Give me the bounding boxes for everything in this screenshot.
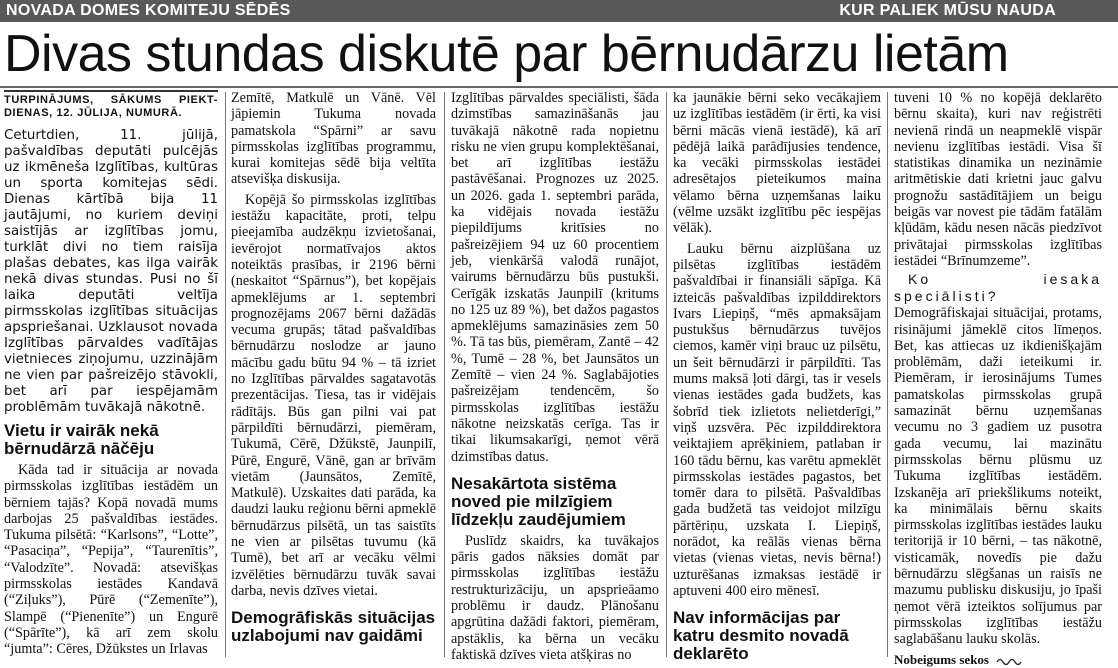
article-column-1	[4, 90, 218, 657]
subheading: Demogrāfiskās situācijas uzlabojumi nav gaidāmi	[231, 608, 436, 646]
headline-divider	[0, 86, 1118, 88]
column-rule	[444, 92, 445, 657]
body-paragraph: Kāda tad ir situācija ar novada pirmsskolas izglītības iestādēm un bērniem tajās? Kopā novadā mums darbojas 25 pašvaldības iestādes. Tukuma pilsētā: “Karlsons”, “Lotte”, “Pasaciņa”, “Pepija”, “Taurenītis”, “Valodzīte”. Novadā: atsevišķas pirmsskolas iestādes Kandavā (“Ziļuks”), Pūrē (“Zemenīte”), Slampē (“Pienenīte”) un Engurē (“Spārīte”), kā arī zem skolu “jumta”: Cēres, Džūkstes un Irlavas	[4, 462, 218, 658]
article-column-4	[673, 90, 881, 664]
lead-paragraph: Ceturtdien, 11. jūlijā, pašvaldības deputāti pulcējās uz ikmēneša Izglītības, kultūras un sporta komitejas sēdi. Dienas kārtībā bija 11 jautājumi, no kuriem deviņi saistījās ar izglītības jomu, turklāt divi no tiem raisīja plašas debates, kas ilga vairāk nekā divas stundas. Pusi no šī laika deputāti veltīja pirmsskolas izglītības situācijas apspriešanai. Uzklausot novada Izglītības pārvaldes vadītājas vietnieces ziņojumu, uzzinājām ne vien par pašreizējo stāvokli, bet arī par iespējamām problēmām tuvākajā nākotnē.	[4, 128, 218, 415]
inline-subheading: Ko iesaka speciālisti?	[894, 271, 1102, 305]
section-bar	[0, 0, 1118, 22]
subheading: Nav informācijas par katru desmito novadā deklarēto	[673, 608, 849, 664]
body-paragraph: Puslīdz skaidrs, ka tuvākajos pāris gados nāksies domāt par pirmsskolas izglītības iestāžu restrukturizāciju, un apsprieāamo problēmu ir daudz. Plānošanu apgrūtina dažādi faktori, piemēram, apstāklis, ka bērna un vecāku faktiskā dzīves vieta atšķiras no	[451, 532, 659, 663]
section-label-left: NOVADA DOMES KOMITEJU SĒDĒS	[6, 2, 291, 19]
continuation-kicker: TURPINĀJUMS, SĀKUMS PIEKT- DIENAS, 12. JŪLIJA, NUMURĀ.	[4, 90, 218, 120]
squiggle-ornament-icon	[996, 656, 1022, 666]
article-headline: Divas stundas diskutē par bērnudārzu lietām	[4, 25, 1009, 83]
column-rule	[666, 92, 667, 657]
body-paragraph: Izglītības pārvaldes speciālisti, šāda dzimstības samazināšanās jau tuvākajā nākotnē rada nopietnu risku ne vien grupu komplektēšanai, bet arī izglītības iestāžu pastāvēšanai. Prognozes uz 2025. un 2026. gada 1. septembri parāda, ka vidējais novada iestāžu piepildījums kritīsies no pašreizējiem 94 uz 60 procentiem jeb, vienkāršā valodā runājot, vairums bērnudārzu būs pustukši. Cerīgāk izskatās Jaunpilī (kritums no 125 uz 89 %), bet dažos pagastos apmeklējums samazināsies zem 50 %. Tā tas būs, piemēram, Zantē – 42 %, Tumē – 28 %, bet Jaunsātos un Zemītē – vien 24 %. Saglabājoties pašreizējam tendencēm, šo pirmsskolas izglītības iestāžu nākotne neizskatās cerīga. Tas ir tikai likumsakarīgi, ņemot vērā dzimstības datus.	[451, 90, 659, 465]
body-paragraph: Demogrāfiskajai situācijai, protams, risinājumi jāmeklē citos līmeņos. Bet, kas attiecas uz ikdienišķajām problēmām, daži ieteikumi ir. Piemēram, ir ierosinājums Tumes pamatskolas pirmsskolas grupā samazināt bērnu uzņemšanas vecumu no 3 gadiem uz pusotra gada vecumu, lai mazinātu pirmsskolas bērnu plūsmu uz Tukuma izglītības iestādēm. Izskanēja arī priekšlikums noteikt, ka minimālais bērnu skaits pirmsskolas izglītības iestādes lauku teritorijā ir 10 bērni, – tas nākotnē, visticamāk, novedīs pie dažu bērnudārzu slēgšanas un raisīs ne mazumu publisku diskusiju, jo īpaši ņemot vērā izteiktos solījumus par pirmsskolas izglītības iestāžu saglabāšanu lauku skolās.	[894, 305, 1102, 648]
article-column-5	[894, 90, 1102, 667]
subheading: Nesakārtota sistēma noved pie milzīgiem līdzekļu zaudējumiem	[451, 473, 626, 529]
article-column-2	[231, 90, 436, 657]
continued-label: Nobeigums sekos	[894, 651, 989, 667]
body-paragraph: Lauku bērnu aizplūšana uz pilsētas izglītības iestādēm pašvaldībai ir finansiāli sāpīga. Kā izteicās pašvaldības izpilddirektors Ivars Liepiņš, “mēs apmaksājam pustukšus bērnudārzus tuvējos ciemos, kamēr viņi brauc uz pilsētu, un šeit bērnudārzi ir pārpildīti. Tas mums maksā ļoti dārgi, tas ir vesels vienas iestādes gada budžets, kas šobrīd tiek izlietots nelietderīgi,” viņš uzsvēra. Pēc izpilddirektora veiktajiem aprēķiniem, patlaban ir 160 tādu bērnu, kas varētu apmeklēt pirmsskolas iestādes pagastos, bet tomēr dara to pilsētā. Pašvaldības gada budžetā tas veidojot milzīgu pārtēriņu, uzskata I. Liepiņš, norādot, ka reālās vienas bērna vietas (vienas vietas, nevis bērna!) uzturēšanas izmaksas iestādē ir aptuveni 400 eiro mēnesī.	[673, 240, 881, 599]
continued-note	[894, 652, 1102, 668]
subheading: Vietu ir vairāk nekā bērnudārzā nāčēju	[4, 421, 159, 458]
section-label-right: KUR PALIEK MŪSU NAUDA	[839, 2, 1056, 19]
article-column-3	[451, 90, 659, 663]
body-paragraph: ka jaunākie bērni seko vecākajiem uz izglītības iestādēm (ir ērti, ka visi bērni mācās vienā iestādē), kā arī pēdējā laikā parādījusies tendence, ka vecāki pirmsskolas iestādei adresētajos pieteikumos maina vēlamo bērna uzņemšanas laiku (vēlme uzsākt izglītību pēc iespējas vēlāk).	[673, 90, 881, 237]
column-rule	[887, 92, 888, 657]
body-paragraph: tuveni 10 % no kopējā deklarēto bērnu skaita), kuri nav reģistrēti nevienā rindā un neapmeklē vispār nevienu izglītības iestādi. Visa šī statistikas dinamika un nezināmie aritmētiskie dati krietni jauc galvu prognožu sastādītājiem un beigu beigās var novest pie tādām fatālām kļūdām, kādu nesen nācās piedzīvot privātajai pirmsskolas izglītības iestādei “Brīnumzeme”.	[894, 90, 1102, 269]
body-paragraph: Zemītē, Matkulē un Vānē. Vēl jāpiemin Tukuma novada pamatskola “Spārni” ar savu pirmsskolas izglītības programmu, kurai komitejas sēdē bija veltīta atsevišķa diskusija.	[231, 90, 436, 188]
body-paragraph: Kopējā šo pirmsskolas izglītības iestāžu kapacitāte, proti, telpu pieejamība audzēkņu izvietošanai, ievērojot normatīvajos aktos noteiktās prasības, ir 2196 bērni (neskaitot “Spārnus”), bet kopējais apmeklējums ar 1. septembri prognozējams 2067 bērni dažādās vecuma grupās; tātad pašvaldības bērnudārzu noslodze ar jauno mācību gadu būtu 94 % – tā izriet no Izglītības pārvaldes sagatavotās prezentācijas. Tiesa, tas ir vidējais rādītājs. Būs gan pilni vai pat pārpildīti bērnudārzi, piemēram, Tukumā, Cērē, Džūkstē, Jaunpilī, Pūrē, Engurē, Vānē, gan ar brīvām vietām (Jaunsātos, Zemītē, Matkulē). Uzskaites dati parāda, ka daudzi lauku reģionu bērni apmeklē bērnudārzus pilsētā, un tas saistīts ne vien ar pilsētas tuvumu (kā Tumē), bet arī ar vecāku vēlmi izvēlēties bērnudārzu tuvāk savai darba, nevis dzīves vietai.	[231, 191, 436, 599]
column-rule	[225, 92, 226, 657]
